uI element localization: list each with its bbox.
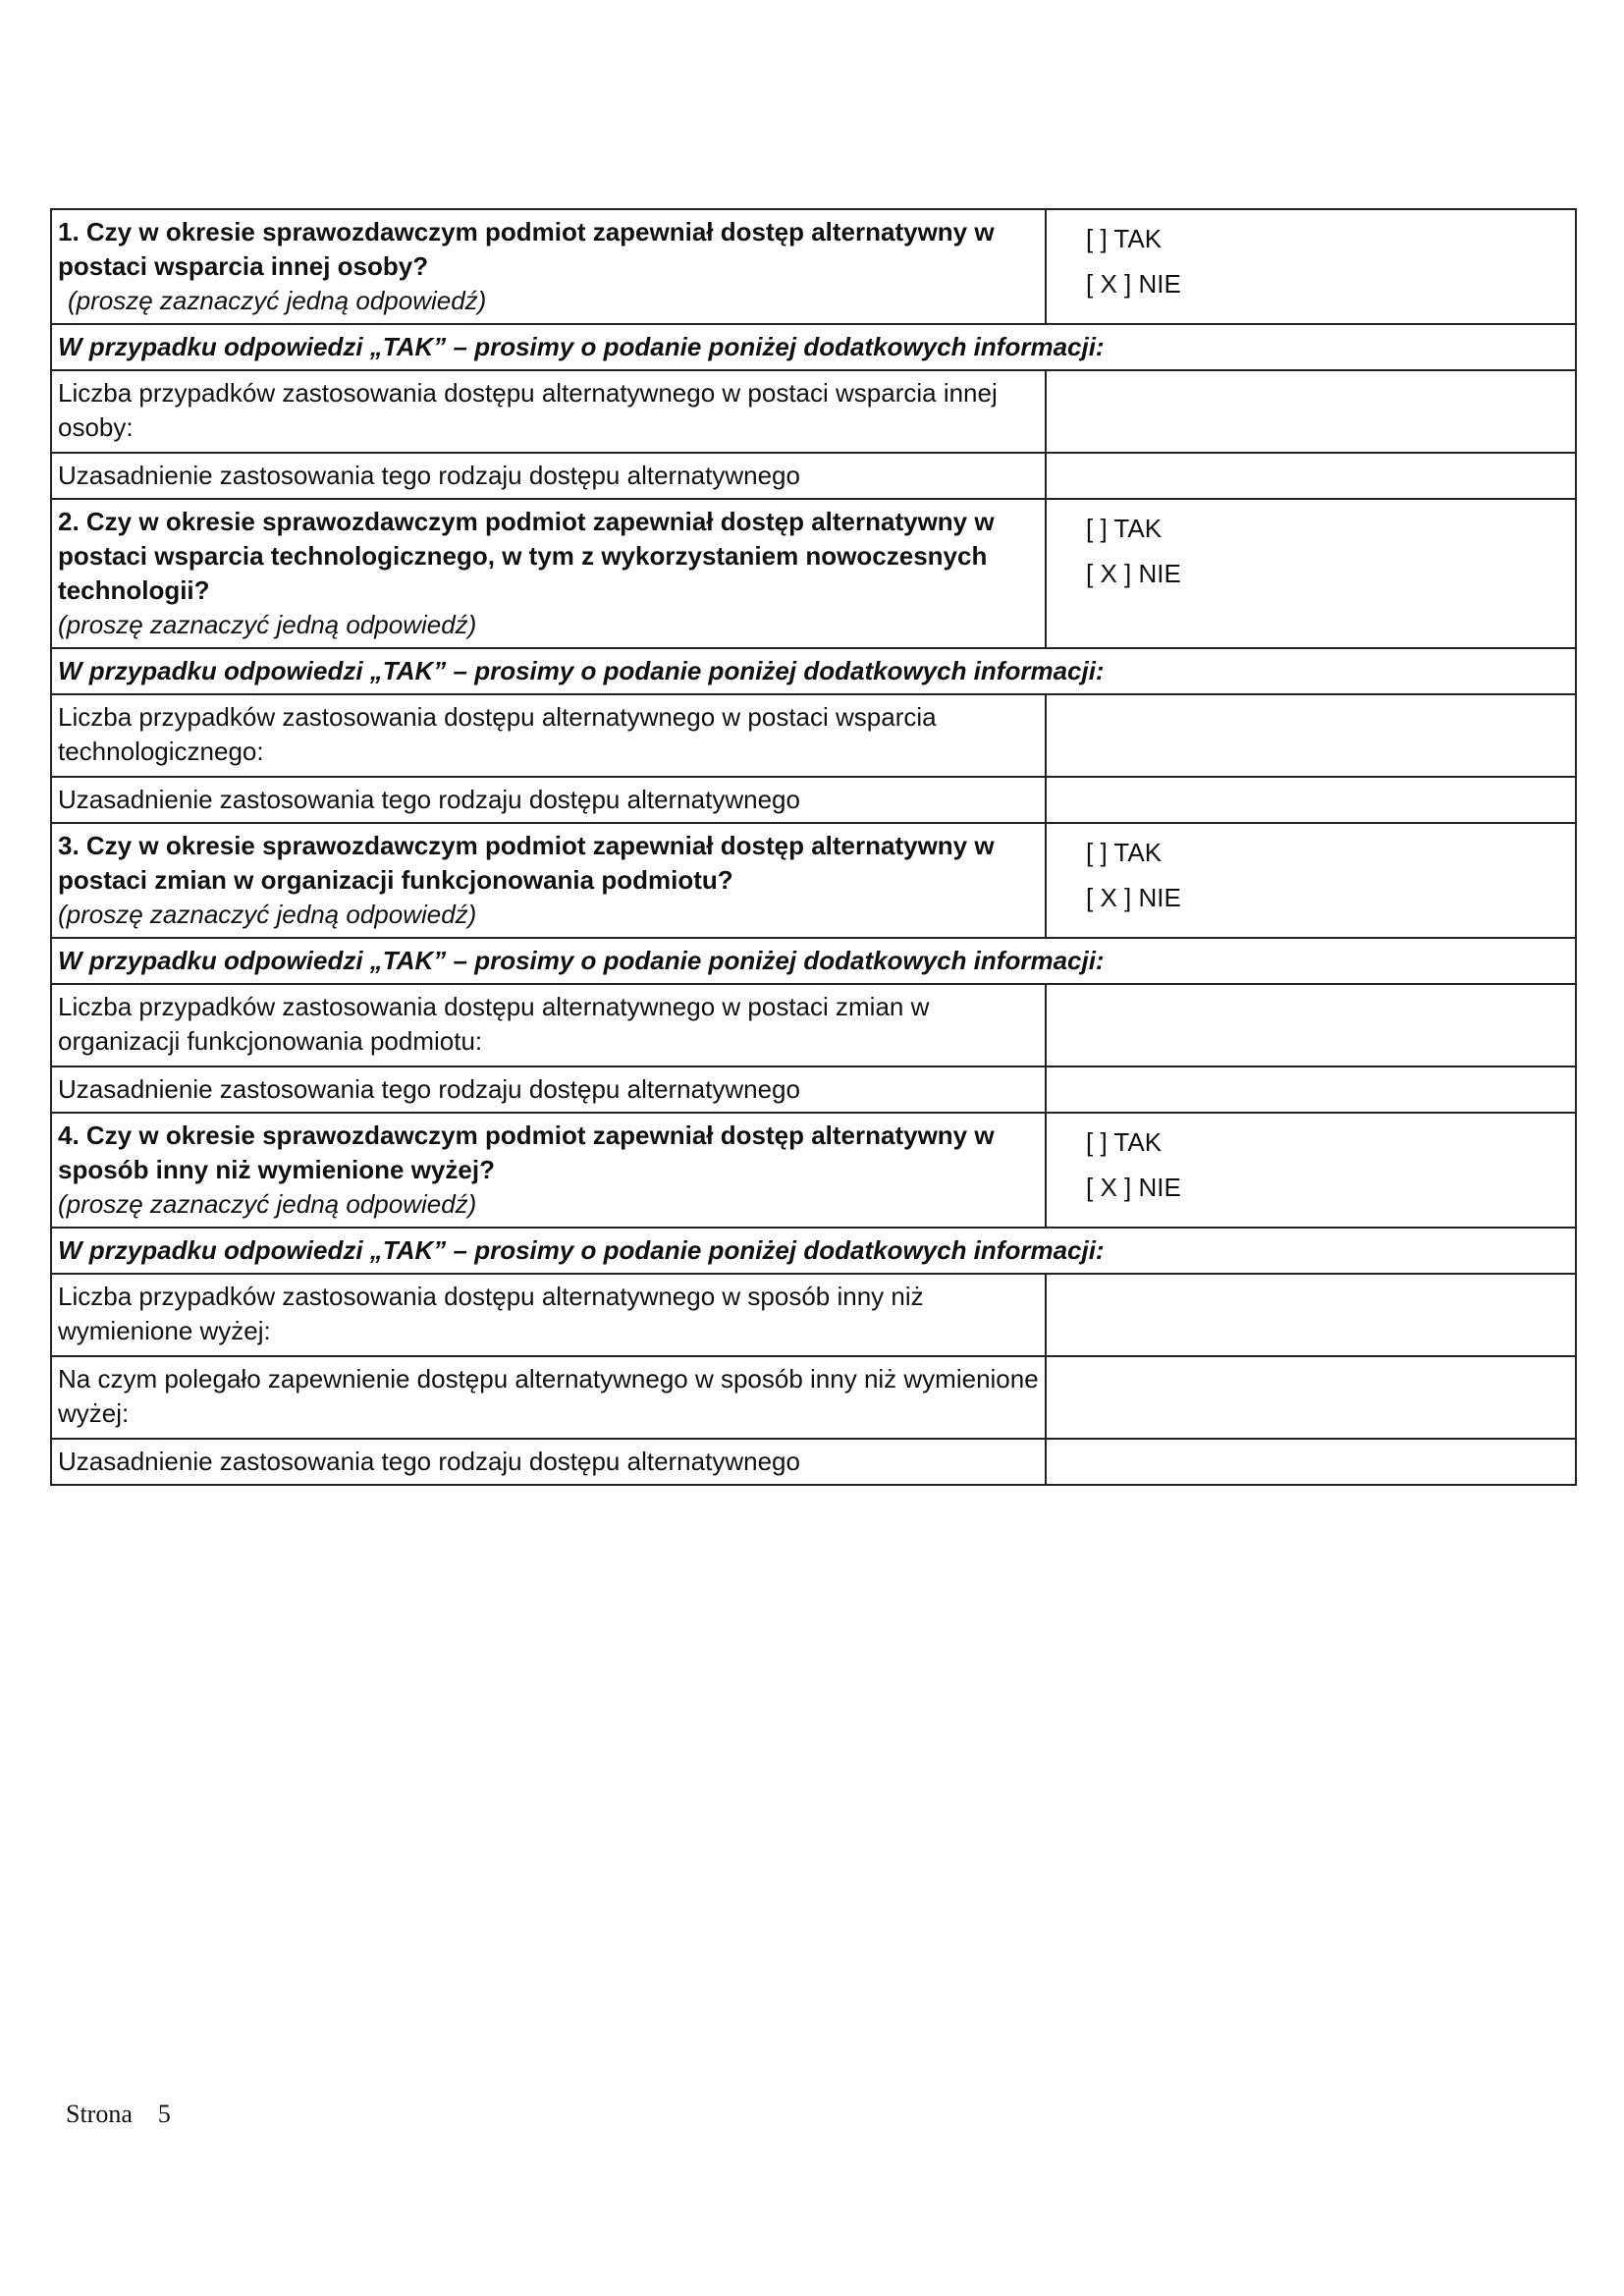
info-header-row [51,938,1576,984]
footer-label: Strona [66,2100,133,2128]
detail-input[interactable] [1046,694,1576,777]
detail-row [51,1439,1576,1485]
detail-row [51,984,1576,1066]
question-hint: (proszę zaznaczyć jedną odpowiedź) [58,610,477,639]
question-text: 2. Czy w okresie sprawozdawczym podmiot zapewniał dostęp alternatywny w postaci wsparcia technologicznego, w tym z wykorzystaniem nowoczesnych technologii? [58,507,995,605]
option-tak[interactable]: [ ] TAK [1086,1127,1163,1157]
question-row [51,209,1576,324]
question-hint: (proszę zaznaczyć jedną odpowiedź) [58,900,477,929]
detail-row [51,777,1576,823]
info-header: W przypadku odpowiedzi „TAK” – prosimy o podanie poniżej dodatkowych informacji: [51,938,1576,984]
option-nie[interactable]: [ X ] NIE [1086,883,1181,912]
detail-row [51,370,1576,453]
page-number: 5 [157,2100,171,2128]
detail-row [51,1066,1576,1113]
detail-row [51,694,1576,777]
option-tak[interactable]: [ ] TAK [1086,224,1163,253]
detail-label: Na czym polegało zapewnienie dostępu alternatywnego w sposób inny niż wymienione wyżej: [51,1356,1046,1439]
info-header-row [51,648,1576,694]
question-row [51,823,1576,938]
answer-cell [1046,823,1576,938]
detail-row [51,1274,1576,1356]
info-header: W przypadku odpowiedzi „TAK” – prosimy o podanie poniżej dodatkowych informacji: [51,648,1576,694]
detail-label: Liczba przypadków zastosowania dostępu alternatywnego w sposób inny niż wymienione wyżej: [51,1274,1046,1356]
question-row [51,1113,1576,1228]
detail-input[interactable] [1046,1356,1576,1439]
detail-row [51,1356,1576,1439]
detail-label: Liczba przypadków zastosowania dostępu alternatywnego w postaci wsparcia innej osoby: [51,370,1046,453]
detail-row [51,453,1576,499]
question-text: 1. Czy w okresie sprawozdawczym podmiot zapewniał dostęp alternatywny w postaci wsparcia innej osoby? [58,217,995,281]
detail-input[interactable] [1046,1439,1576,1485]
detail-label: Uzasadnienie zastosowania tego rodzaju dostępu alternatywnego [51,1066,1046,1113]
option-nie[interactable]: [ X ] NIE [1086,269,1181,299]
option-tak[interactable]: [ ] TAK [1086,838,1163,867]
detail-label: Uzasadnienie zastosowania tego rodzaju dostępu alternatywnego [51,777,1046,823]
detail-input[interactable] [1046,984,1576,1066]
option-nie[interactable]: [ X ] NIE [1086,1173,1181,1202]
detail-label: Uzasadnienie zastosowania tego rodzaju dostępu alternatywnego [51,1439,1046,1485]
detail-input[interactable] [1046,1274,1576,1356]
detail-input[interactable] [1046,1066,1576,1113]
detail-label: Liczba przypadków zastosowania dostępu alternatywnego w postaci zmian w organizacji funkcjonowania podmiotu: [51,984,1046,1066]
option-nie[interactable]: [ X ] NIE [1086,559,1181,588]
question-hint: (proszę zaznaczyć jedną odpowiedź) [68,286,487,315]
info-header: W przypadku odpowiedzi „TAK” – prosimy o podanie poniżej dodatkowych informacji: [51,324,1576,370]
question-cell [51,209,1046,324]
detail-input[interactable] [1046,777,1576,823]
detail-label: Uzasadnienie zastosowania tego rodzaju dostępu alternatywnego [51,453,1046,499]
detail-input[interactable] [1046,370,1576,453]
info-header-row [51,324,1576,370]
question-text: 4. Czy w okresie sprawozdawczym podmiot zapewniał dostęp alternatywny w sposób inny niż wymienione wyżej? [58,1121,995,1184]
question-text: 3. Czy w okresie sprawozdawczym podmiot zapewniał dostęp alternatywny w postaci zmian w organizacji funkcjonowania podmiotu? [58,831,995,895]
info-header-row [51,1228,1576,1274]
page-footer [66,2100,196,2129]
option-tak[interactable]: [ ] TAK [1086,514,1163,543]
accessibility-report-form [50,208,1577,1486]
question-hint: (proszę zaznaczyć jedną odpowiedź) [58,1189,477,1219]
question-cell [51,499,1046,648]
answer-cell [1046,1113,1576,1228]
detail-input[interactable] [1046,453,1576,499]
detail-label: Liczba przypadków zastosowania dostępu alternatywnego w postaci wsparcia technologicznego: [51,694,1046,777]
question-cell [51,1113,1046,1228]
answer-cell [1046,499,1576,648]
answer-cell [1046,209,1576,324]
question-row [51,499,1576,648]
info-header: W przypadku odpowiedzi „TAK” – prosimy o podanie poniżej dodatkowych informacji: [51,1228,1576,1274]
question-cell [51,823,1046,938]
